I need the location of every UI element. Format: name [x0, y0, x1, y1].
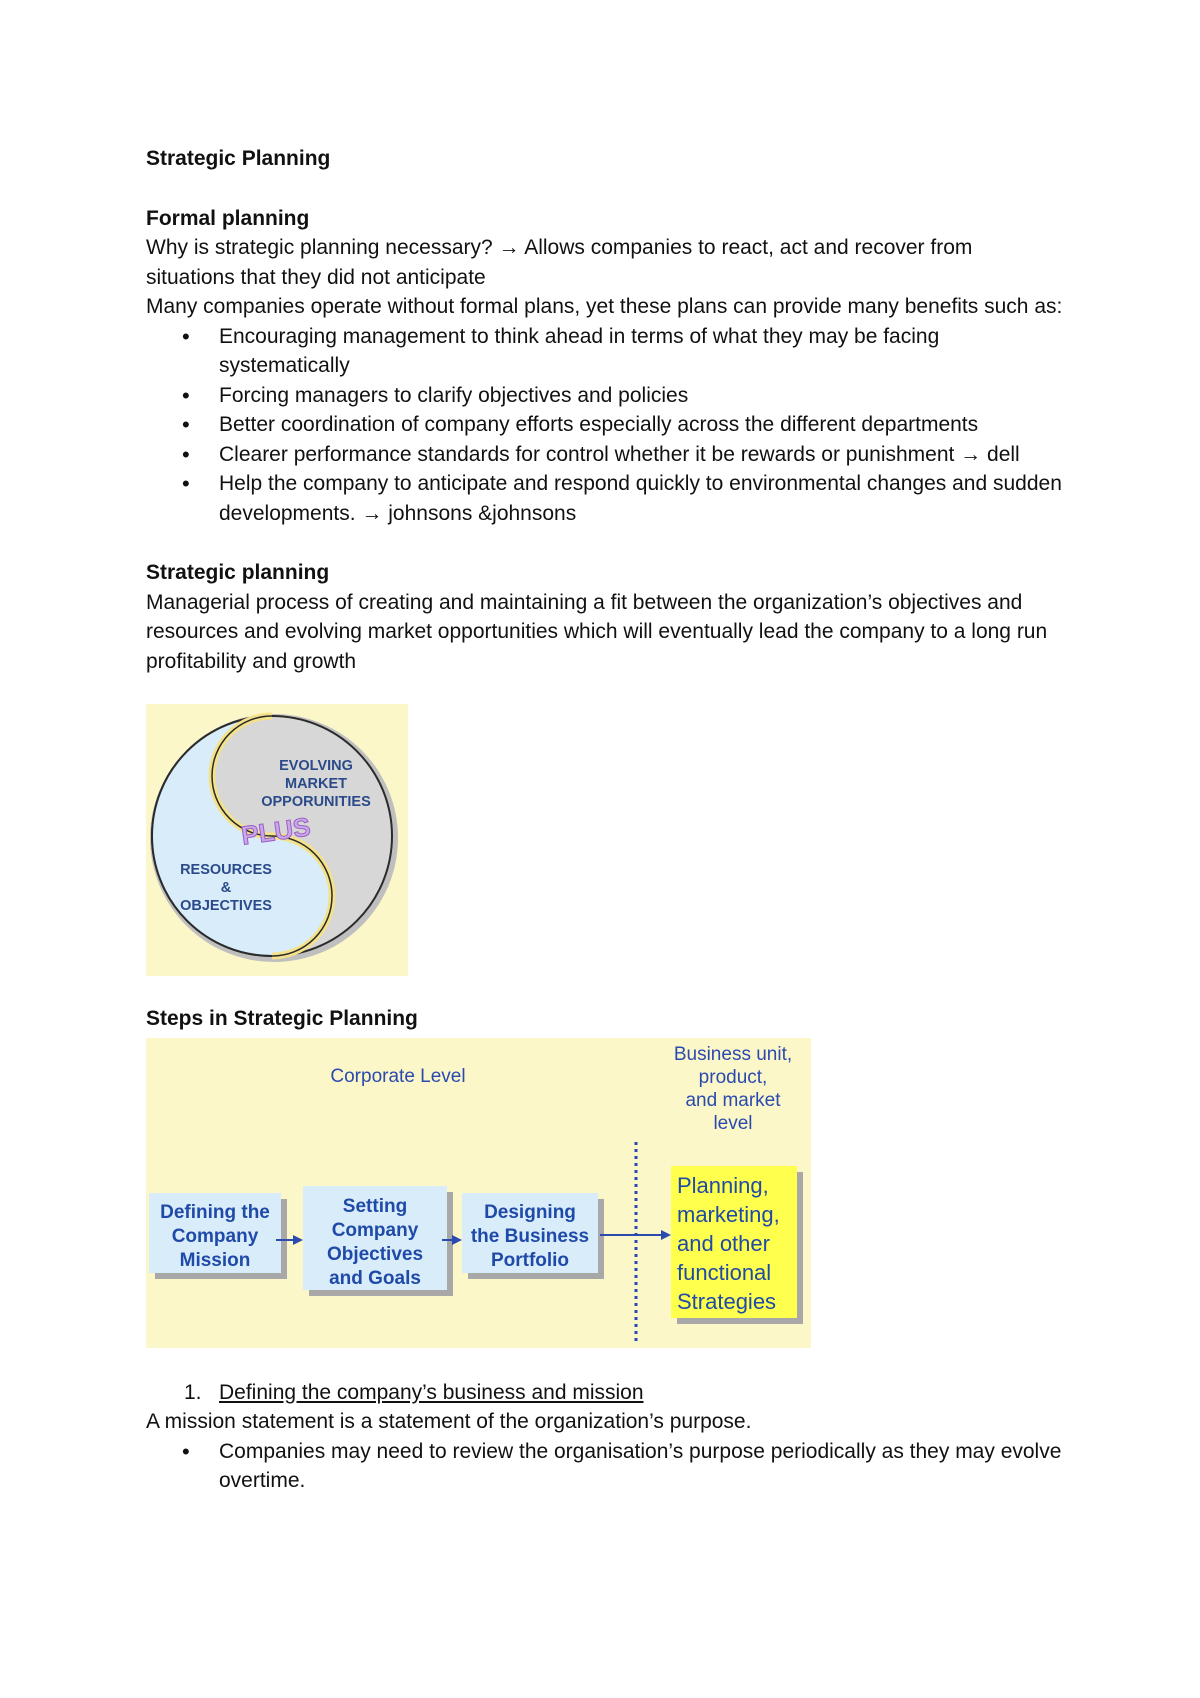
step-portfolio-line-1: Designing — [484, 1201, 576, 1223]
final-box-line-3: and other — [677, 1230, 770, 1256]
list-number: 1. — [184, 1380, 202, 1404]
fit-label-bottom-3: OBJECTIVES — [180, 898, 272, 914]
step-mission-line-2: Company — [171, 1225, 259, 1247]
list-item: • Forcing managers to clarify objectives and policies — [146, 381, 1066, 411]
fit-label-top-2: MARKET — [284, 776, 348, 792]
business-level-label-2: product, — [698, 1066, 768, 1088]
fit-label-top-3: OPPORUNITIES — [261, 794, 371, 810]
list-item — [146, 1378, 1066, 1408]
strategic-planning-heading: Strategic planning — [146, 561, 330, 584]
business-level-label-1: Business unit, — [673, 1043, 793, 1065]
list-item: • Help the company to anticipate and respond quickly to environmental changes and sudden developments. → johnsons &johnsons — [146, 469, 1066, 528]
document-page — [146, 144, 1066, 1496]
fit-label-bottom-1: RESOURCES — [180, 862, 272, 878]
final-box-line-5: Strategies — [677, 1288, 777, 1314]
final-box-line-4: functional — [677, 1259, 772, 1285]
step-mission-line-1: Defining the — [160, 1201, 270, 1223]
formal-planning-intro: Many companies operate without formal plans, yet these plans can provide many benefits such as: — [146, 295, 1063, 318]
mission-list — [146, 1437, 1066, 1496]
arrow-icon: → — [498, 236, 520, 259]
list-item: • Clearer performance standards for control whether it be rewards or punishment → dell — [146, 440, 1066, 470]
step-portfolio-line-3: Portfolio — [490, 1249, 570, 1271]
step-title: Defining the company’s business and mission — [219, 1380, 644, 1404]
business-level-label-3: and market — [685, 1089, 781, 1111]
fit-label-plus: PLUS — [239, 811, 313, 851]
fit-label-top-1: EVOLVING — [279, 758, 353, 774]
business-level-label-4: level — [713, 1112, 753, 1134]
corporate-level-label: Corporate Level — [330, 1065, 466, 1087]
step-objectives-line-3: Objectives — [326, 1243, 424, 1265]
fit-label-bottom-2: & — [220, 880, 232, 896]
list-item: • Companies may need to review the organisation’s purpose periodically as they may evolve overtime. — [146, 1437, 1066, 1496]
step-mission-line-3: Mission — [179, 1249, 251, 1271]
mission-statement: A mission statement is a statement of the organization’s purpose. — [146, 1410, 752, 1433]
strategic-fit-diagram — [146, 704, 408, 976]
document-title: Strategic Planning — [146, 147, 331, 170]
list-item: • Encouraging management to think ahead in terms of what they may be facing systematically — [146, 322, 1066, 381]
step-portfolio-line-2: the Business — [470, 1225, 590, 1247]
final-box-line-2: marketing, — [677, 1201, 780, 1227]
strategic-planning-steps-diagram — [146, 1038, 811, 1348]
formal-planning-heading: Formal planning — [146, 206, 310, 230]
strategic-planning-definition: Managerial process of creating and maintaining a fit between the organization’s objectives and resources and evolving market opportunities which will eventually lead the company to a long run profitability and growth — [146, 590, 1048, 673]
step-objectives-line-4: and Goals — [329, 1267, 421, 1289]
benefits-list — [146, 322, 1066, 529]
step-objectives-line-2: Company — [331, 1219, 419, 1241]
step-objectives-line-1: Setting — [342, 1195, 408, 1217]
final-box-line-1: Planning, — [677, 1172, 769, 1198]
steps-heading: Steps in Strategic Planning — [146, 1007, 418, 1030]
formal-planning-question: Why is strategic planning necessary? → Allows companies to react, act and recover from situations that they did not anticipate — [146, 236, 973, 289]
steps-numbered-list — [146, 1378, 1066, 1408]
list-item: • Better coordination of company efforts especially across the different departments — [146, 410, 1066, 440]
